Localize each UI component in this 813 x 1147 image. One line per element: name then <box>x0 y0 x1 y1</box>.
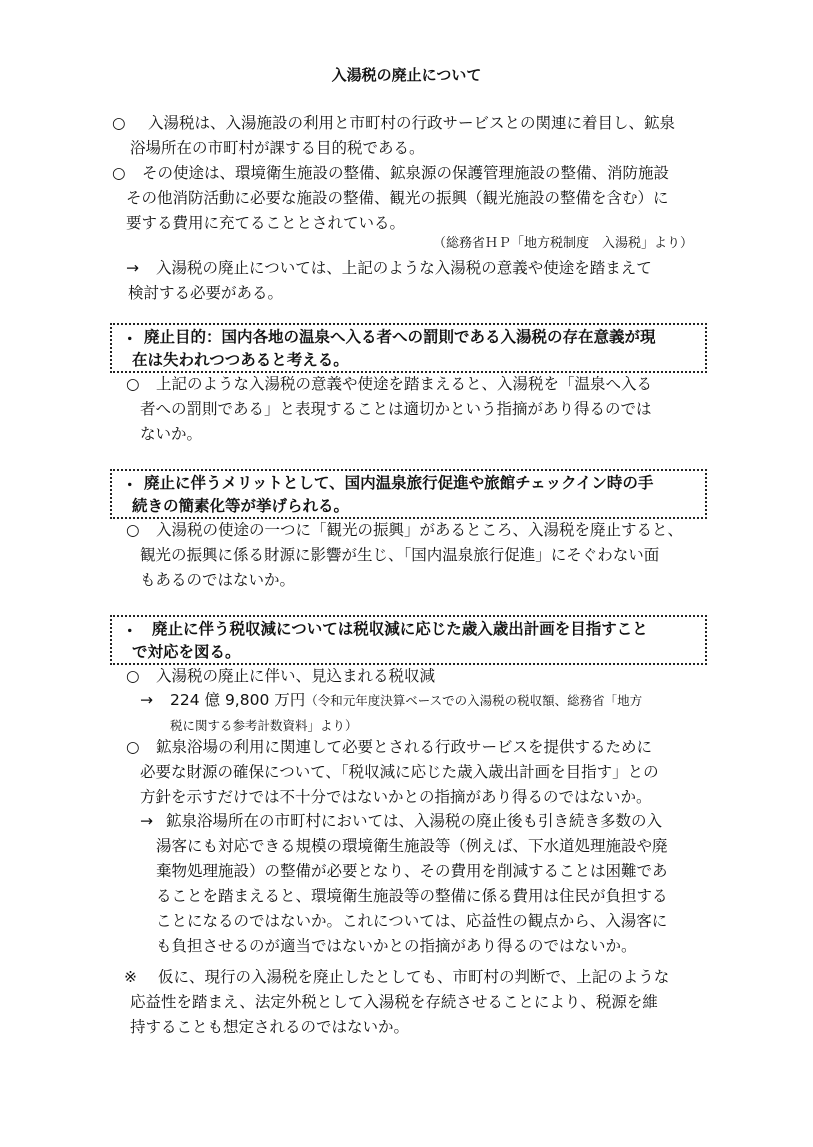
circle-marker: ○ <box>112 114 126 132</box>
footnote: ※ 仮に、現行の入湯税を廃止したとしても、市町村の判断で、上記のような 応益性を踏まえ、法定外税として入湯税を存続させることにより、税源を維 持することも想定されるのではないか。 <box>124 965 714 1040</box>
intro-paragraph-2: ○ その使途は、環境衛生施設の整備、鉱泉源の保護管理施設の整備、消防施設 その他消防活動に必要な施設の整備、観光の振興（観光施設の整備を含む）に 要する費用に充てることとされている。 <box>112 161 712 236</box>
bullet-icon: ・ <box>122 622 138 640</box>
page-title: 入湯税の廃止について <box>331 66 482 84</box>
circle-marker: ○ <box>126 375 140 393</box>
highlight-box-revenue: ・ 廃止に伴う税収減については税収減に応じた歳入歳出計画を目指すこと で対応を図る。 <box>110 615 707 665</box>
bullet-icon: ・ <box>122 476 138 494</box>
arrow-right-icon: → <box>140 691 153 709</box>
intro-arrow-note: → 入湯税の廃止については、上記のような入湯税の意義や使途を踏まえて 検討する必要がある。 <box>126 256 706 306</box>
circle-marker: ○ <box>126 521 140 539</box>
source-citation: （総務省ＨＰ「地方税制度 入湯税」より） <box>432 236 693 251</box>
arrow-right-icon: → <box>126 259 139 277</box>
circle-marker: ○ <box>112 164 126 182</box>
arrow-right-icon: → <box>140 812 153 830</box>
tax-amount: 224 億 9,800 万円 <box>170 691 306 709</box>
revenue-loss-amount: → 224 億 9,800 万円（令和元年度決算ベースでの入湯税の税収額、総務省「地方 税に関する参考計数資料」より） <box>140 688 710 738</box>
merit-comment: ○ 入湯税の使途の一つに「観光の振興」があるところ、入湯税を廃止すると、 観光の振興に係る財源に影響が生じ、「国内温泉旅行促進」にそぐわない面 もあるのではないか。 <box>126 518 706 593</box>
purpose-comment: ○ 上記のような入湯税の意義や使途を踏まえると、入湯税を「温泉へ入る 者への罰則である」と表現することは適切かという指摘があり得るのでは ないか。 <box>126 372 706 447</box>
revenue-loss-item: ○ 入湯税の廃止に伴い、見込まれる税収減 <box>126 664 706 689</box>
admin-service-comment: ○ 鉱泉浴場の利用に関連して必要とされる行政サービスを提供するために 必要な財源の確保について、「税収減に応じた歳入歳出計画を目指す」との 方針を示すだけでは不十分ではないかとの指摘があり得るのではないか。 <box>126 735 706 810</box>
highlight-box-purpose: ・ 廃止目的：国内各地の温泉へ入る者への罰則である入湯税の存在意義が現 在は失われつつあると考える。 <box>110 323 707 373</box>
intro-paragraph-1: ○ 入湯税は、入湯施設の利用と市町村の行政サービスとの関連に着目し、鉱泉 浴場所在の市町村が課する目的税である。 <box>112 111 712 161</box>
circle-marker: ○ <box>126 667 140 685</box>
reference-mark-icon: ※ <box>124 968 137 986</box>
highlight-box-merit: ・ 廃止に伴うメリットとして、国内温泉旅行促進や旅館チェックイン時の手 続きの簡素化等が挙げられる。 <box>110 469 707 519</box>
bullet-icon: ・ <box>122 330 138 348</box>
circle-marker: ○ <box>126 738 140 756</box>
admin-service-arrow-note: → 鉱泉浴場所在の市町村においては、入湯税の廃止後も引き続き多数の入 湯客にも対応できる規模の環境衛生施設等（例えば、下水道処理施設や廃 棄物処理施設）の整備が必要となり、その費用を削減することは困難であ ることを踏まえると、環境衛生施設等の整備に係る費用は住民が負担する ことになるのではないか。これについては、応益性の観点から、入湯客に も負担させるのが適当ではないかとの指摘があり得るのではないか。 <box>140 809 710 959</box>
